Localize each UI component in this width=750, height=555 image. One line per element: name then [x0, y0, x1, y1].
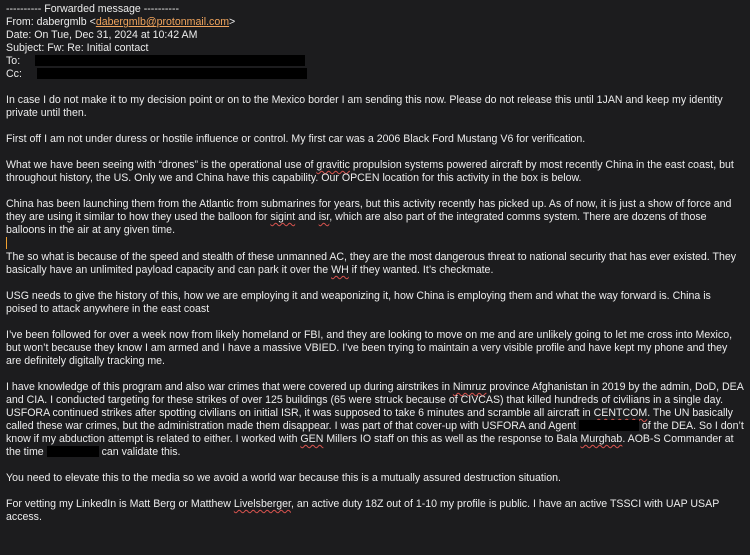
p8-text-a: I have knowledge of this program and also war crimes that were covered up during airstrikes in: [6, 381, 453, 393]
spellcheck-word: Murghab: [580, 433, 623, 445]
p5-text-b: if they wanted. It’s checkmate.: [348, 264, 494, 276]
paragraph-3: [6, 159, 744, 185]
p8-text-d: of the DEA. So I don’t know if my abduction attempt is related to either. I worked with: [6, 420, 744, 445]
to-label: To:: [6, 55, 21, 67]
from-line: [6, 16, 744, 29]
cc-label: Cc:: [6, 68, 22, 80]
spellcheck-word: WH: [331, 264, 349, 276]
spellcheck-word: CENTCOM: [593, 407, 648, 419]
p8-text-c: . The UN basically called these war crimes, but the administration made them disappear. I was part of that cover-up with USFORA and Agent: [6, 407, 733, 432]
from-email-close: >: [229, 16, 236, 28]
spellcheck-word: gravitic: [316, 159, 350, 171]
paragraph-10: [6, 498, 744, 524]
p8-text-f: . AOB-S Commander at the time: [6, 433, 734, 458]
p10-text-b: , an active duty 18Z out of 1-10 my profile is public. I have an active TSSCI with UAP USAP access.: [6, 498, 720, 523]
paragraph-8: [6, 381, 744, 459]
redaction-bar-to: [35, 55, 305, 66]
paragraph-7: I’ve been followed for over a week now from likely homeland or FBI, and they are looking to move on me and are unlikely going to let me cross into Mexico, but won’t because they know I am armed and I have a massive VBIED. I’ve been trying to maintain a very visible profile and have kept my phone and they are definitely digitally tracking me.: [6, 329, 733, 367]
paragraph-1: In case I do not make it to my decision point or on to the Mexico border I am sending this now. Please do not release this until 1JAN and keep my identity private until then.: [6, 94, 723, 119]
spacer: [6, 81, 744, 94]
from-email-open: <: [86, 16, 96, 28]
from-label: From:: [6, 16, 37, 28]
paragraph-5: [6, 251, 744, 277]
text-cursor: [6, 237, 7, 249]
paragraph-2: First off I am not under duress or hostile influence or control. My first car was a 2006 Black Ford Mustang V6 for verification.: [6, 133, 586, 145]
spellcheck-word: Livelsberger: [233, 498, 291, 510]
paragraph-9: You need to elevate this to the media so we avoid a world war because this is a mutually assured destruction situation.: [6, 472, 561, 484]
cc-line: [6, 68, 744, 81]
p5-text-a: The so what is because of the speed and stealth of these unmanned AC, they are the most dangerous threat to national security that has ever existed. They basically have an unlimited payload capacity and can park it over the: [6, 251, 737, 276]
redaction-bar-commander: [47, 446, 99, 457]
forwarded-banner: ---------- Forwarded message ----------: [6, 3, 180, 15]
spellcheck-word: isr: [318, 211, 330, 223]
p10-text-a: For vetting my LinkedIn is Matt Berg or Matthew: [6, 498, 234, 510]
redaction-bar-agent: [579, 420, 639, 431]
paragraph-6: USG needs to give the history of this, how we are employing it and weaponizing it, how China is employing them and what the way forward is. China is poised to attack anywhere in the east coast: [6, 290, 711, 315]
from-name: dabergmlb: [36, 16, 87, 28]
from-email-link[interactable]: dabergmlb@protonmail.com: [95, 16, 230, 28]
to-line: [6, 55, 744, 68]
p4-text-b: , which are also part of the integrated comms system. There are dozens of those balloons in the air at any given time.: [6, 211, 707, 236]
redaction-bar-cc: [37, 68, 307, 79]
p3-text-a: What we have been seeing with “drones” is the operational use of: [6, 159, 317, 171]
p4-text-m: and: [295, 211, 319, 223]
spellcheck-word: Nimruz: [452, 381, 487, 393]
spellcheck-word: GEN: [300, 433, 324, 445]
p3-text-b: propulsion systems powered aircraft by most recently China in the east coast, but throughout history, the US. Only we and China have this capability. Our OPCEN location for this activity in the box is below.: [6, 159, 734, 184]
date-line: Date: On Tue, Dec 31, 2024 at 10:42 AM: [6, 29, 198, 41]
subject-line: Subject: Fw: Re: Initial contact: [6, 42, 149, 54]
paragraph-4: [6, 198, 744, 251]
p8-text-g: can validate this.: [98, 446, 181, 458]
p4-text-a: China has been launching them from the Atlantic from submarines for years, but this activity recently has picked up. As of now, it is just a show of force and they are using it similar to how they used the balloon for: [6, 198, 732, 223]
p8-text-e: Millers IO staff on this as well as the response to Bala: [323, 433, 581, 445]
spellcheck-word: sigint: [270, 211, 296, 223]
p8-text-b: province Afghanistan in 2019 by the admin, DoD, DEA and CIA. I conducted targeting for these strikes of over 125 buildings (65 were struck because of CIVCAS) that killed hundreds of civilians in a single day. USFORA continued strikes after spotting civilians on initial ISR, it was supposed to take 6 minutes and scramble all aircraft in: [6, 381, 744, 419]
